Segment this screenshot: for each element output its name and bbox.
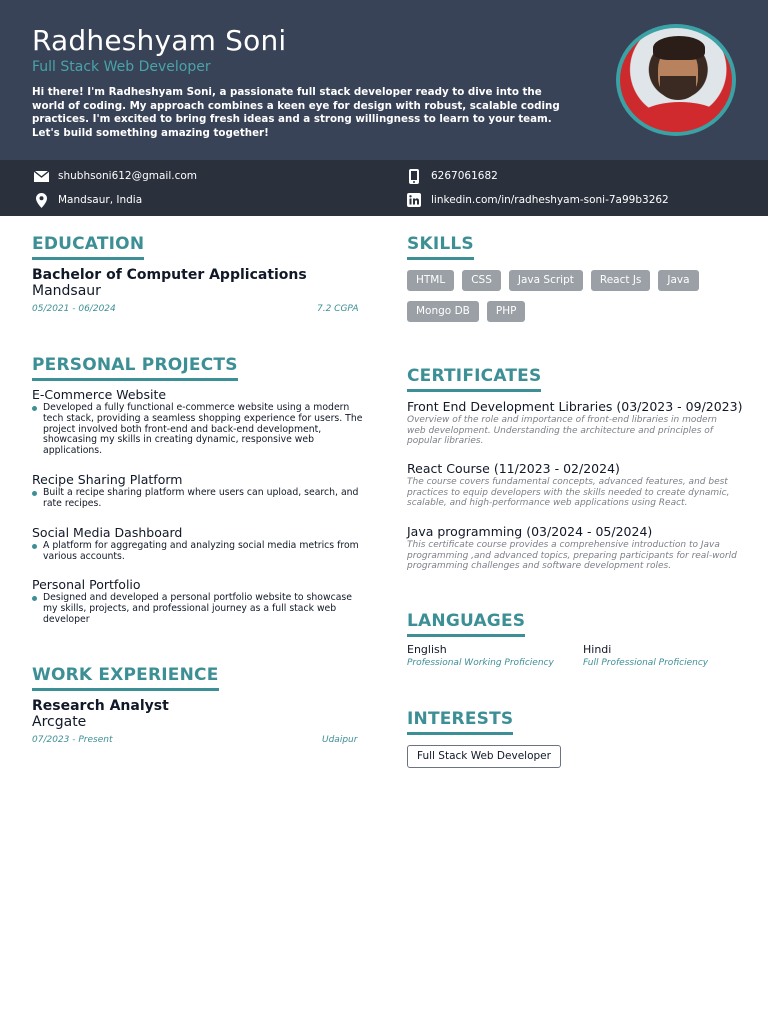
candidate-role: Full Stack Web Developer	[32, 59, 211, 75]
certificate-title: Java programming (03/2024 - 05/2024)	[407, 524, 653, 539]
certificate-description: The course covers fundamental concepts, advanced features, and best practices to equip developers with the skills needed to create dynamic, scalable, and high-performance web applications using React.	[407, 477, 730, 509]
contact-location	[33, 192, 142, 208]
bullet-dot	[32, 406, 37, 411]
project-description: Developed a fully functional e-commerce website using a modern tech stack, providing a seamless shopping experience for users. The project involved both front-end and back-end development, showcasing my skills in creating dynamic, responsive web applications.	[43, 402, 363, 457]
contact-phone[interactable]	[406, 168, 498, 184]
summary-text: Hi there! I'm Radheshyam Soni, a passionate full stack developer ready to dive into the world of coding. My approach combines a keen eye for design with robust, scalable coding practices. I'm excited to bring fresh ideas and a strong willingness to learn to your team. Let's build something amazing together!	[32, 86, 560, 139]
language-name: English	[407, 643, 447, 656]
project-description: A platform for aggregating and analyzing social media metrics from various accounts.	[43, 540, 359, 562]
education-institution: Mandsaur	[32, 283, 101, 299]
certificate-title: Front End Development Libraries (03/2023 - 09/2023)	[407, 399, 743, 414]
phone-text: 6267061682	[431, 170, 498, 182]
skill-tag: Java Script	[509, 270, 583, 291]
work-company: Arcgate	[32, 714, 87, 730]
interest-tag: Full Stack Web Developer	[407, 745, 561, 768]
skill-tag: React Js	[591, 270, 651, 291]
skill-tag: CSS	[462, 270, 501, 291]
certificate-description: This certificate course provides a comprehensive introduction to Java programming ,and advanced topics, preparing participants for real-world programming challenges and software development roles.	[407, 540, 737, 572]
skill-tag: Mongo DB	[407, 301, 479, 322]
work-position: Research Analyst	[32, 698, 169, 714]
certificate-description: Overview of the role and importance of front-end libraries in modern web development. Understanding the architecture and principles of popular libraries.	[407, 415, 717, 447]
project-title: Social Media Dashboard	[32, 525, 183, 540]
bullet-dot	[32, 544, 37, 549]
envelope-icon	[33, 168, 49, 184]
project-title: Recipe Sharing Platform	[32, 472, 183, 487]
location-text: Mandsaur, India	[58, 194, 143, 206]
work-heading: WORK EXPERIENCE	[32, 665, 219, 691]
mobile-phone-icon	[406, 168, 422, 184]
project-description: Designed and developed a personal portfolio website to showcase my skills, projects, and professional journey as a full stack web developer	[43, 592, 352, 625]
bullet-dot	[32, 491, 37, 496]
interests-heading: INTERESTS	[407, 709, 513, 735]
skill-tag: Java	[658, 270, 698, 291]
language-level: Full Professional Proficiency	[583, 658, 709, 668]
projects-heading: PERSONAL PROJECTS	[32, 355, 238, 381]
education-heading: EDUCATION	[32, 234, 144, 260]
languages-heading: LANGUAGES	[407, 611, 525, 637]
linkedin-icon	[406, 192, 422, 208]
project-title: Personal Portfolio	[32, 577, 141, 592]
certificate-title: React Course (11/2023 - 02/2024)	[407, 461, 620, 476]
profile-photo	[616, 24, 736, 136]
map-pin-icon	[33, 192, 49, 208]
resume-header	[0, 0, 768, 160]
project-description: Built a recipe sharing platform where users can upload, search, and rate recipes.	[43, 487, 359, 509]
work-location: Udaipur	[322, 735, 358, 745]
education-grade: 7.2 CGPA	[317, 304, 359, 314]
contact-email[interactable]	[33, 168, 197, 184]
skills-list	[407, 270, 737, 322]
language-level: Professional Working Proficiency	[407, 658, 554, 668]
contact-bar	[0, 160, 768, 216]
certificates-heading: CERTIFICATES	[407, 366, 541, 392]
language-name: Hindi	[583, 643, 612, 656]
work-dates: 07/2023 - Present	[32, 735, 113, 745]
candidate-name: Radheshyam Soni	[32, 24, 287, 57]
bullet-dot	[32, 596, 37, 601]
skills-heading: SKILLS	[407, 234, 474, 260]
email-text: shubhsoni612@gmail.com	[58, 170, 198, 182]
contact-linkedin[interactable]	[406, 192, 669, 208]
skill-tag: PHP	[487, 301, 526, 322]
linkedin-text: linkedin.com/in/radheshyam-soni-7a99b3262	[431, 194, 669, 206]
education-dates: 05/2021 - 06/2024	[32, 304, 116, 314]
project-title: E-Commerce Website	[32, 387, 167, 402]
education-degree: Bachelor of Computer Applications	[32, 267, 307, 283]
skill-tag: HTML	[407, 270, 454, 291]
